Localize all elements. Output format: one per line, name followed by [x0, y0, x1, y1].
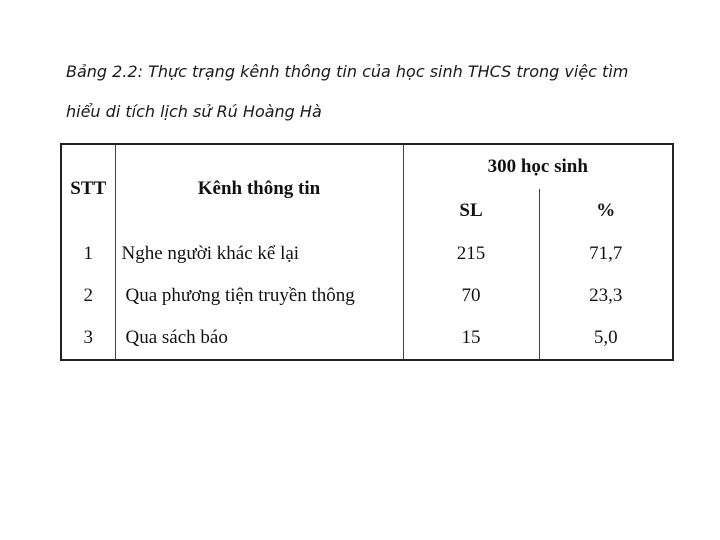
table-row	[61, 233, 673, 275]
header-pct: %	[596, 200, 616, 221]
cell-stt: 2	[61, 275, 115, 317]
header-group: 300 học sinh	[487, 156, 588, 177]
caption-line-2: hiểu di tích lịch sử Rú Hoàng Hà	[66, 102, 322, 121]
header-row-1	[61, 144, 673, 189]
cell-sl: 15	[403, 317, 539, 360]
cell-sl: 215	[403, 233, 539, 275]
table-container	[60, 143, 672, 358]
cell-kenh: Qua sách báo	[115, 317, 403, 360]
cell-pct: 5,0	[593, 327, 618, 348]
cell-pct: 23,3	[589, 285, 623, 306]
header-kenh: Kênh thông tin	[115, 144, 403, 233]
header-sl: SL	[403, 189, 539, 233]
cell-stt: 3	[61, 317, 115, 360]
header-stt: STT	[61, 144, 115, 233]
cell-stt: 1	[61, 233, 115, 275]
table-caption	[66, 52, 686, 132]
cell-sl: 70	[403, 275, 539, 317]
cell-kenh: Qua phương tiện truyền thông	[115, 275, 403, 317]
table-row	[61, 317, 673, 360]
caption-line-1: Bảng 2.2: Thực trạng kênh thông tin của học sinh THCS trong việc tìm	[66, 62, 629, 81]
table-row	[61, 275, 673, 317]
data-table	[60, 143, 674, 361]
cell-kenh: Nghe người khác kể lại	[115, 233, 403, 275]
cell-pct: 71,7	[589, 243, 623, 264]
